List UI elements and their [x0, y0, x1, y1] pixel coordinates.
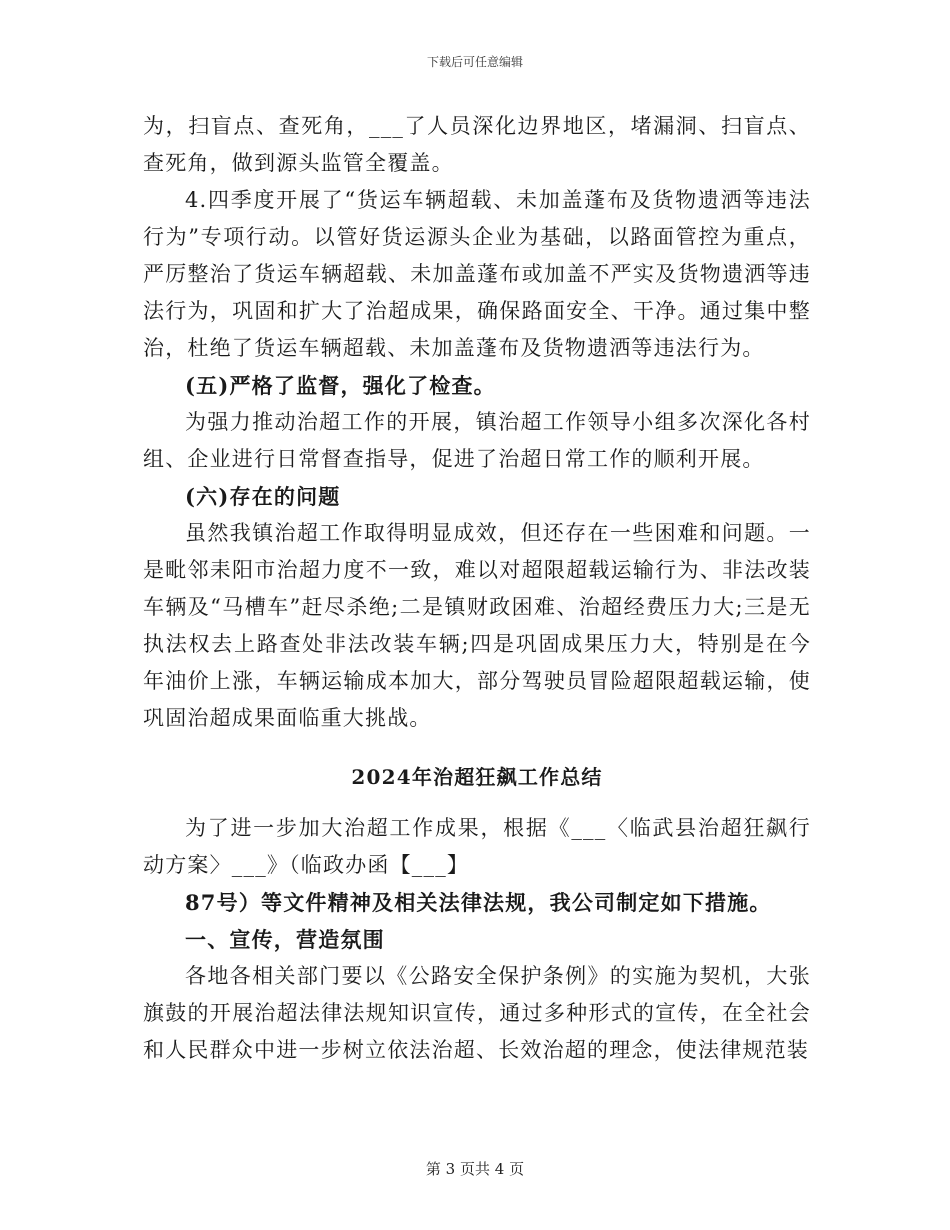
paragraph-problems: 虽然我镇治超工作取得明显成效，但还存在一些困难和问题。一是毗邻耒阳市治超力度不一致，难以对超限超载运输行为、非法改装车辆及“马槽车”赶尽杀绝;二是镇财政困难、治超经费压力大;三是无执法权去上路查处非法改装车辆;四是巩固成果压力大，特别是在今年油价上涨，车辆运输成本加大，部分驾驶员冒险超限超载运输，使巩固治超成果面临重大挑战。 [143, 521, 811, 730]
page-footer: 第 3 页共 4 页 [425, 1160, 525, 1178]
document-title: 2024年治超狂飙工作总结 [351, 765, 603, 789]
paragraph-item-4: 4.四季度开展了“货运车辆超载、未加盖蓬布及货物遗洒等违法行为”专项行动。以管好货运源头企业为基础，以路面管控为重点，严厉整治了货运车辆超载、未加盖蓬布或加盖不严实及货物遗洒等违法行为，巩固和扩大了治超成果，确保路面安全、干净。通过集中整治，杜绝了货运车辆超载、未加盖蓬布及货物遗洒等违法行为。 [143, 188, 811, 360]
paragraph-intro: 为了进一步加大治超工作成果，根据《___〈临武县治超狂飙行动方案〉___》（临政办函【___】 [143, 816, 811, 877]
section-heading-5: (五)严格了监督，强化了检查。 [185, 373, 496, 398]
section-heading-publicity: 一、宣传，营造氛围 [185, 927, 385, 952]
paragraph-supervision: 为强力推动治超工作的开展，镇治超工作领导小组多次深化各村组、企业进行日常督查指导，促进了治超日常工作的顺利开展。 [143, 410, 811, 471]
document-body [143, 108, 811, 1069]
section-heading-6: (六)存在的问题 [185, 484, 341, 509]
header-note: 下载后可任意编辑 [426, 55, 523, 69]
paragraph-continuation: 为，扫盲点、查死角，___了人员深化边界地区，堵漏洞、扫盲点、查死角，做到源头监管全覆盖。 [143, 114, 811, 175]
paragraph-measures: 87号）等文件精神及相关法律法规，我公司制定如下措施。 [185, 890, 772, 915]
paragraph-publicity: 各地各相关部门要以《公路安全保护条例》的实施为契机，大张旗鼓的开展治超法律法规知识宣传，通过多种形式的宣传，在全社会和人民群众中进一步树立依法治超、长效治超的理念，使法律规范装 [143, 964, 811, 1062]
